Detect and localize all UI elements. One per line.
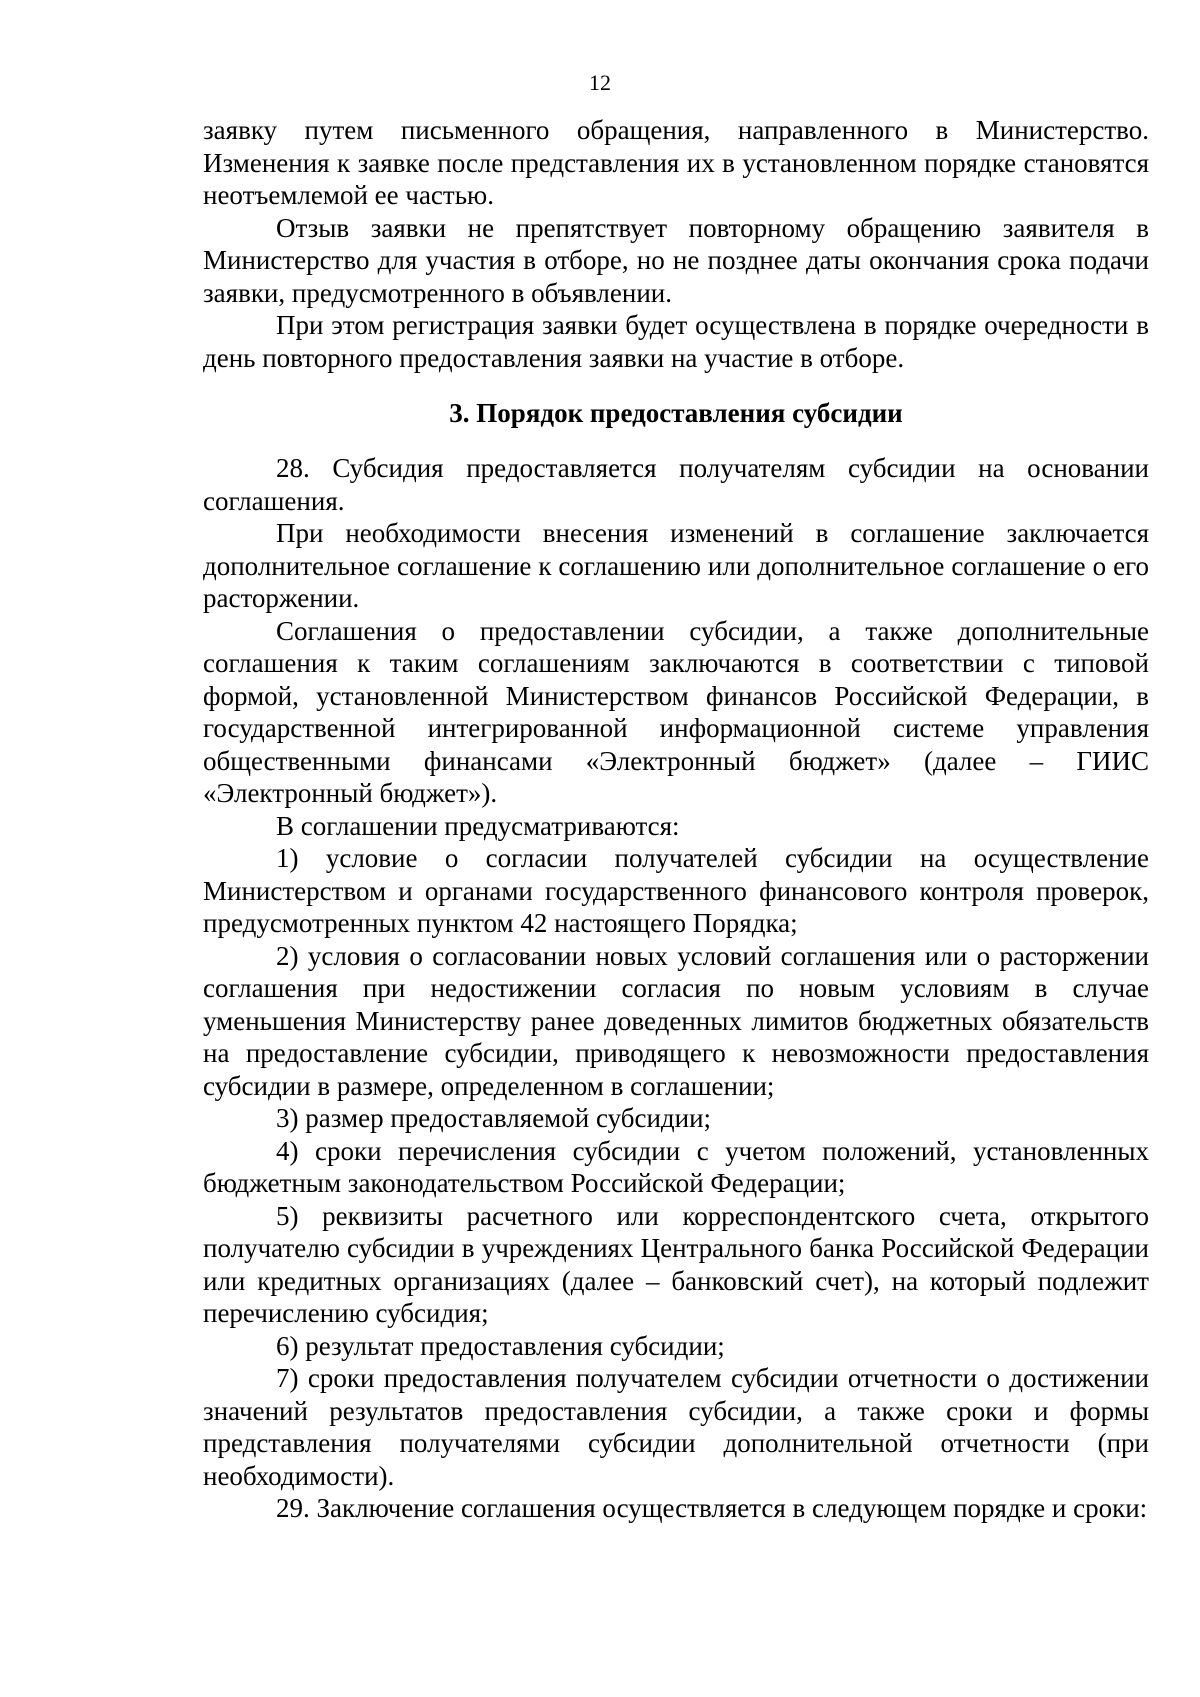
list-item-5: 5) реквизиты расчетного или корреспондентского счета, открытого получателю субсидии в учреждениях Центрального банка Российской Федерации или кредитных организациях (далее – банковский счет), на который подлежит перечислению субсидия; [203,1200,1149,1328]
list-item-1: 1) условие о согласии получателей субсидии на осуществление Министерством и органами государственного финансового контроля проверок, предусмотренных пунктом 42 настоящего Порядка; [203,843,1149,938]
list-item-4: 4) сроки перечисления субсидии с учетом положений, установленных бюджетным законодательством Российской Федерации; [203,1135,1149,1198]
paragraph-item-28: 28. Субсидия предоставляется получателям субсидии на основании соглашения. [203,453,1149,516]
page-number: 12 [589,70,611,95]
list-item-6: 6) результат предоставления субсидии; [276,1330,725,1361]
paragraph-continuation: заявку путем письменного обращения, направленного в Министерство. Изменения к заявке после представления их в установленном порядке становятся неотъемлемой ее частью. [203,115,1149,210]
list-item-7: 7) сроки предоставления получателем субсидии отчетности о достижении значений результатов предоставления субсидии, а также сроки и формы представления получателями субсидии дополнительной отчетности (при необходимости). [203,1363,1149,1491]
paragraph-agreement-provisions: В соглашении предусматриваются: [276,810,680,841]
paragraph-registration: При этом регистрация заявки будет осуществлена в порядке очередности в день повторного предоставления заявки на участие в отборе. [203,310,1149,373]
paragraph-amendments: При необходимости внесения изменений в соглашение заключается дополнительное соглашение к соглашению или дополнительное соглашение о его расторжении. [203,518,1149,613]
paragraph-withdrawal: Отзыв заявки не препятствует повторному обращению заявителя в Министерство для участия в отборе, но не позднее даты окончания срока подачи заявки, предусмотренного в объявлении. [203,212,1149,308]
list-item-2: 2) условия о согласовании новых условий соглашения или о расторжении соглашения при недостижении согласия по новым условиям в случае уменьшения Министерству ранее доведенных лимитов бюджетных обязательств на предоставление субсидии, приводящего к невозможности предоставления субсидии в размере, определенном в соглашении; [203,940,1149,1101]
list-item-3: 3) размер предоставляемой субсидии; [276,1103,712,1133]
paragraph-agreement-form: Соглашения о предоставлении субсидии, а также дополнительные соглашения к таким соглашениям заключаются в соответствии с типовой формой, установленной Министерством финансов Российской Федерации, в государственной интегрированной информационной системе управления общественными финансами «Электронный бюджет» (далее – ГИИС «Электронный бюджет»). [203,615,1149,808]
section-heading: 3. Порядок предоставления субсидии [449,398,903,428]
paragraph-item-29: 29. Заключение соглашения осуществляется в следующем порядке и сроки: [276,1493,1148,1523]
document-body [203,114,1149,1525]
